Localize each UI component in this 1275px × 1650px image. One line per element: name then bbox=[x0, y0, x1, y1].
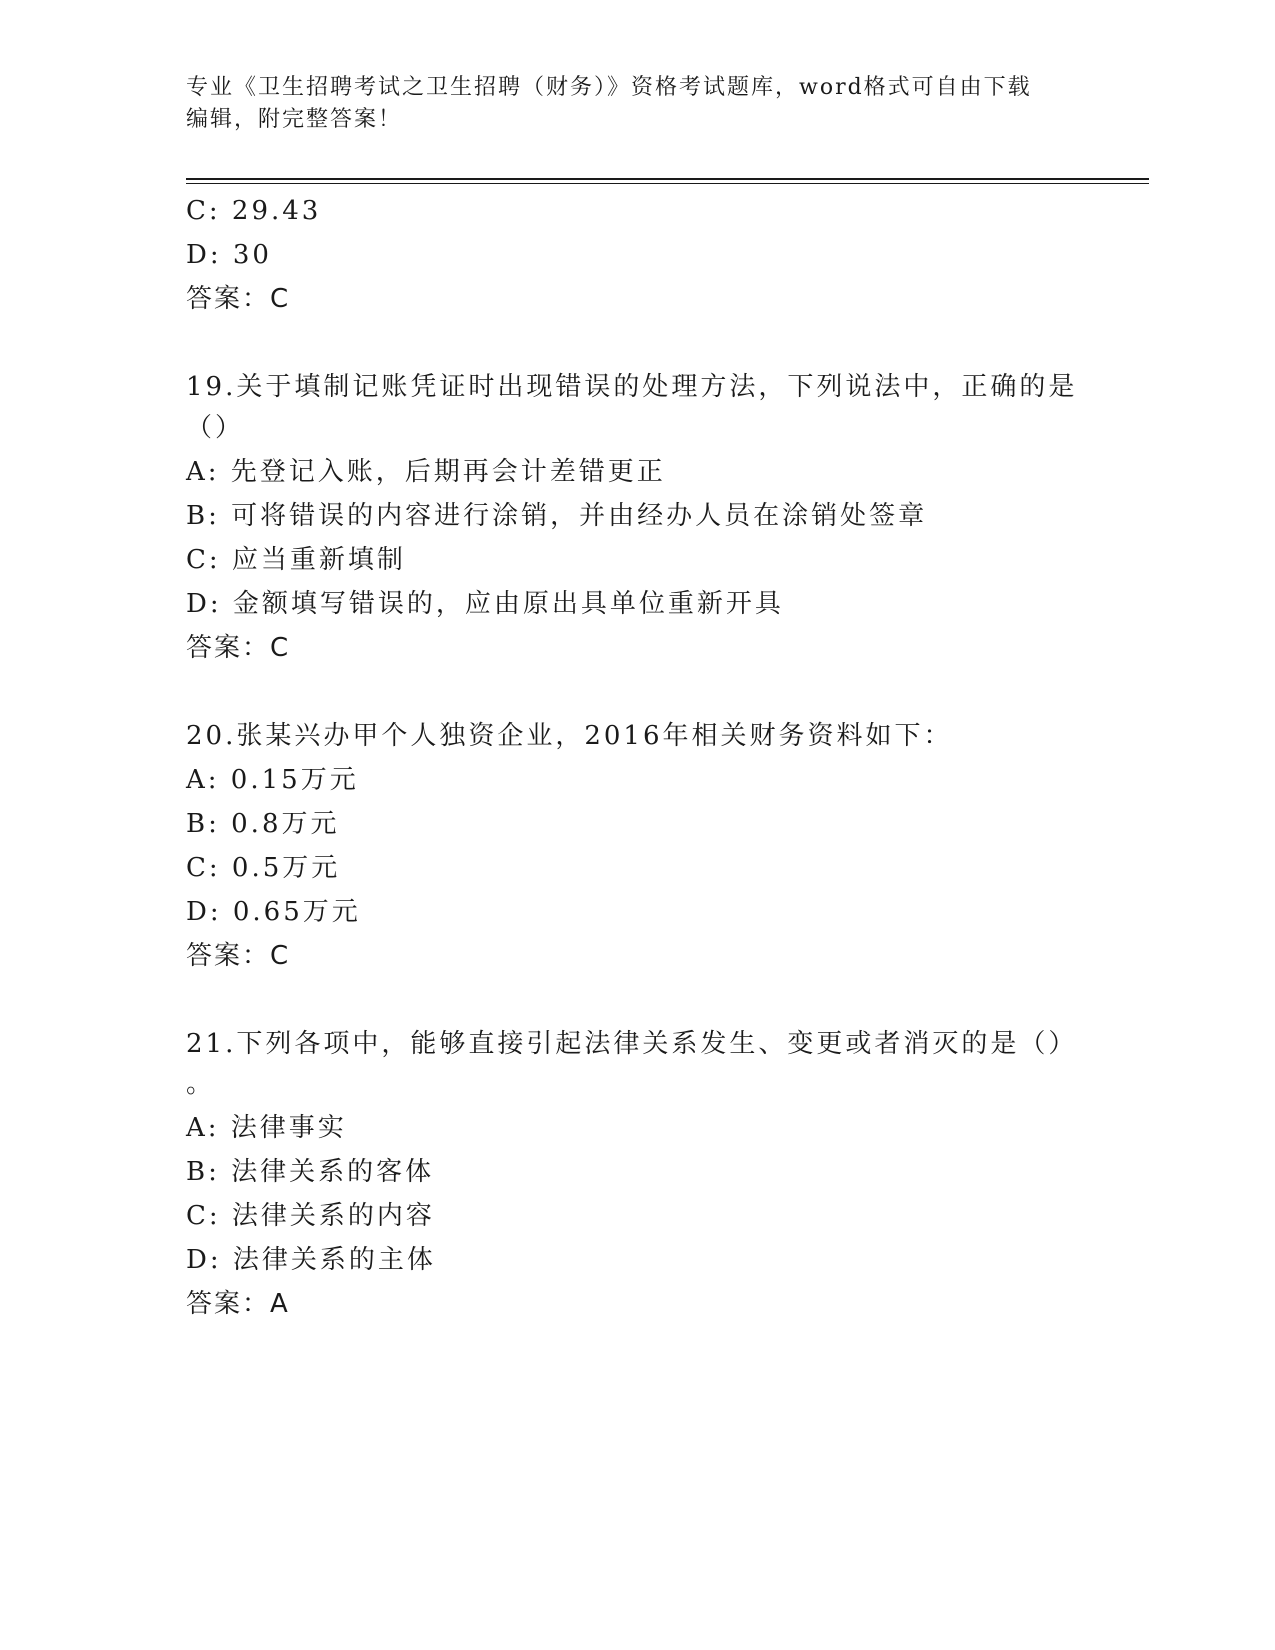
header-line-2: 编辑，附完整答案！ bbox=[186, 107, 403, 132]
header-divider-thin bbox=[186, 183, 1149, 184]
q21-option-a: A: 法律事实 bbox=[186, 1113, 347, 1143]
q19-option-d: D: 金额填写错误的，应由原出具单位重新开具 bbox=[186, 589, 784, 619]
q20-option-c: C: 0.5万元 bbox=[186, 853, 341, 883]
q19-answer: 答案：C bbox=[186, 633, 291, 663]
q20-option-d: D: 0.65万元 bbox=[186, 897, 361, 927]
q21-stem-line-2: 。 bbox=[186, 1069, 216, 1099]
q20-answer: 答案：C bbox=[186, 941, 291, 971]
q18-option-c: C: 29.43 bbox=[186, 196, 322, 226]
q21-stem-line-1: 21.下列各项中，能够直接引起法律关系发生、变更或者消灭的是（） bbox=[186, 1029, 1078, 1059]
q19-stem-line-1: 19.关于填制记账凭证时出现错误的处理方法，下列说法中，正确的是 bbox=[186, 372, 1078, 402]
q20-option-b: B: 0.8万元 bbox=[186, 809, 340, 839]
q21-option-d: D: 法律关系的主体 bbox=[186, 1245, 436, 1275]
q19-stem-line-2: （） bbox=[186, 413, 245, 443]
q21-option-b: B: 法律关系的客体 bbox=[186, 1157, 435, 1187]
q19-option-c: C: 应当重新填制 bbox=[186, 545, 406, 575]
document-header bbox=[186, 72, 1086, 136]
q20-stem-line-1: 20.张某兴办甲个人独资企业，2016年相关财务资料如下： bbox=[186, 721, 953, 751]
header-divider-thick bbox=[186, 178, 1149, 180]
q21-answer: 答案：A bbox=[186, 1289, 290, 1319]
q21-option-c: C: 法律关系的内容 bbox=[186, 1201, 435, 1231]
q18-option-d: D: 30 bbox=[186, 240, 272, 270]
q19-option-b: B: 可将错误的内容进行涂销，并由经办人员在涂销处签章 bbox=[186, 501, 928, 531]
header-line-1: 专业《卫生招聘考试之卫生招聘（财务）》资格考试题库，word格式可自由下载 bbox=[186, 75, 1032, 100]
q18-answer: 答案：C bbox=[186, 284, 291, 314]
q19-option-a: A: 先登记入账，后期再会计差错更正 bbox=[186, 457, 666, 487]
q20-option-a: A: 0.15万元 bbox=[186, 765, 359, 795]
